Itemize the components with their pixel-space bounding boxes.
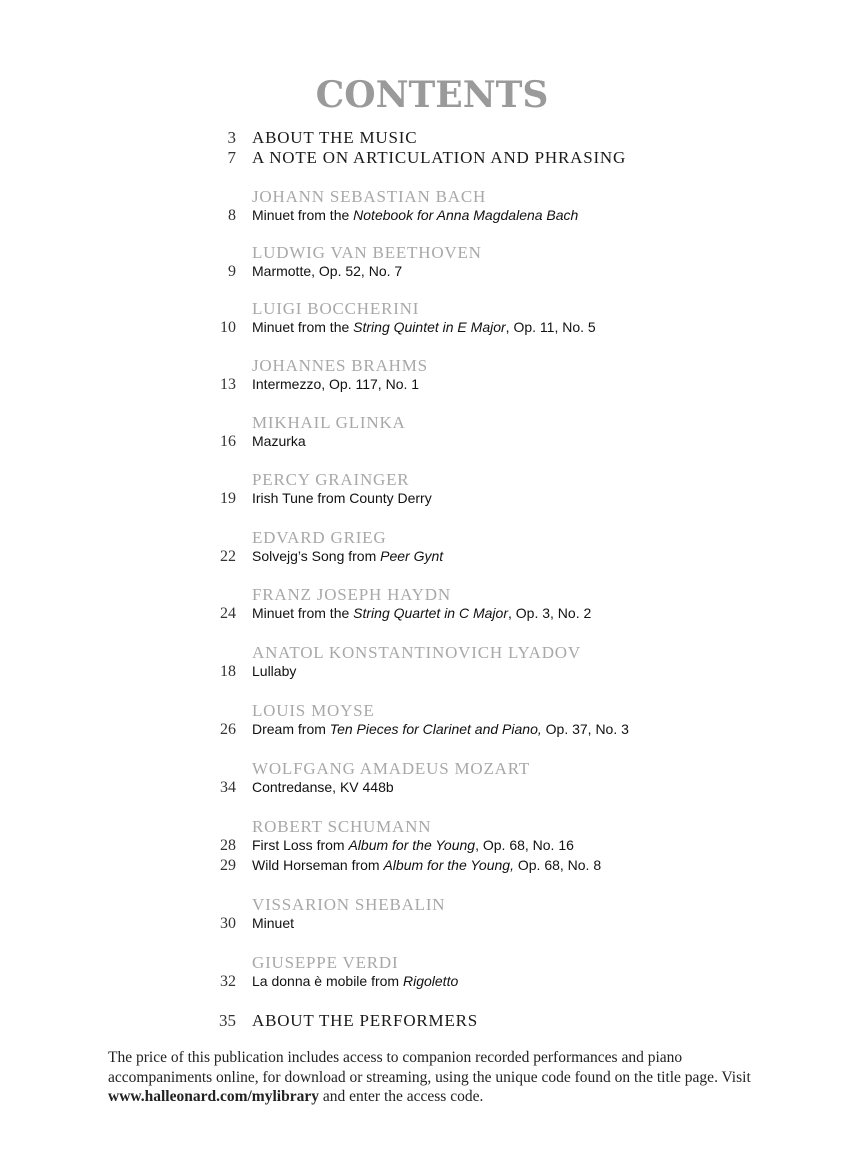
piece-title-italic: String Quintet in E Major: [353, 319, 506, 335]
piece-title[interactable]: [252, 319, 596, 335]
toc-row: [0, 915, 864, 937]
toc-row: [0, 376, 864, 398]
toc-row: [0, 837, 864, 859]
toc-row: [0, 585, 864, 607]
piece-title-italic: Peer Gynt: [380, 548, 444, 564]
toc-row: [0, 759, 864, 781]
composer-name: GIUSEPPE VERDI: [252, 953, 399, 972]
piece-title[interactable]: [252, 721, 629, 737]
toc-row: [0, 548, 864, 570]
toc-row: [0, 895, 864, 917]
page-number: 19: [220, 490, 236, 507]
piece-title-text: Op. 37, No. 3: [541, 721, 629, 737]
composer-name: JOHANN SEBASTIAN BACH: [252, 187, 487, 206]
piece-title[interactable]: [252, 973, 458, 989]
piece-title[interactable]: [252, 857, 601, 873]
page-number: 16: [220, 433, 236, 450]
piece-title-text: Minuet from the: [252, 319, 354, 335]
piece-title-italic: Ten Pieces for Clarinet and Piano,: [329, 721, 542, 737]
page-number: 9: [228, 263, 236, 280]
toc-row: [0, 663, 864, 685]
page-number: 29: [220, 857, 236, 874]
page-number: 35: [219, 1011, 236, 1030]
piece-title-text: Op. 68, No. 8: [513, 857, 602, 873]
piece-title[interactable]: [252, 207, 578, 223]
piece-title-italic: Album for the Young,: [383, 857, 514, 873]
composer-name: PERCY GRAINGER: [252, 470, 410, 489]
piece-title[interactable]: [252, 263, 402, 279]
piece-title-text: , Op. 68, No. 16: [475, 837, 574, 853]
page-number: 22: [220, 548, 236, 565]
toc-row: [0, 470, 864, 492]
piece-title-text: , Op. 3, No. 2: [508, 605, 592, 621]
toc-row: [0, 319, 864, 341]
section-title[interactable]: ABOUT THE MUSIC: [252, 128, 418, 147]
page-number: 3: [227, 128, 236, 147]
toc-row: [0, 243, 864, 265]
page-number: 34: [220, 779, 236, 796]
toc-row: [0, 643, 864, 665]
toc-row: [0, 1011, 864, 1033]
piece-title-italic: Notebook for Anna Magdalena Bach: [353, 207, 579, 223]
piece-title-text: Intermezzo, Op. 117, No. 1: [252, 376, 420, 392]
toc-row: [0, 701, 864, 723]
piece-title[interactable]: [252, 433, 306, 449]
composer-name: WOLFGANG AMADEUS MOZART: [252, 759, 531, 778]
composer-name: ANATOL KONSTANTINOVICH LYADOV: [252, 643, 581, 662]
piece-title-italic: Rigoletto: [402, 973, 459, 989]
piece-title-text: , Op. 11, No. 5: [505, 319, 596, 335]
composer-name: JOHANNES BRAHMS: [252, 356, 428, 375]
toc-row: [0, 857, 864, 879]
composer-name: LOUIS MOYSE: [252, 701, 375, 720]
toc-row: [0, 356, 864, 378]
footer-note: [108, 1048, 788, 1107]
composer-name: LUIGI BOCCHERINI: [252, 299, 420, 318]
page-number: 8: [228, 207, 236, 224]
toc-row: [0, 413, 864, 435]
piece-title[interactable]: [252, 490, 432, 506]
piece-title[interactable]: [252, 605, 591, 621]
piece-title-text: Lullaby: [252, 663, 297, 679]
composer-name: VISSARION SHEBALIN: [252, 895, 446, 914]
piece-title-italic: String Quartet in C Major: [353, 605, 508, 621]
piece-title-italic: Album for the Young: [348, 837, 476, 853]
piece-title-text: Minuet from the: [252, 207, 354, 223]
composer-name: LUDWIG VAN BEETHOVEN: [252, 243, 482, 262]
piece-title-text: Mazurka: [252, 433, 306, 449]
piece-title-text: Minuet: [252, 915, 295, 931]
composer-name: MIKHAIL GLINKA: [252, 413, 406, 432]
footer-text: The price of this publication includes access to companion recorded performances and piano accompaniments online, for download or streaming, using the unique code found on the title page. Visit: [108, 1049, 751, 1086]
toc-row: [0, 721, 864, 743]
piece-title-text: Dream from: [252, 721, 330, 737]
piece-title[interactable]: [252, 663, 296, 679]
piece-title-text: Wild Horseman from: [252, 857, 384, 873]
section-title[interactable]: A NOTE ON ARTICULATION AND PHRASING: [252, 148, 627, 167]
footer-text-end: and enter the access code.: [318, 1088, 484, 1105]
piece-title[interactable]: [252, 915, 294, 931]
toc-row: [0, 263, 864, 285]
piece-title[interactable]: [252, 548, 443, 564]
piece-title[interactable]: [252, 837, 574, 853]
piece-title[interactable]: [252, 376, 419, 392]
piece-title[interactable]: [252, 779, 394, 795]
page-number: 13: [220, 376, 236, 393]
piece-title-text: La donna è mobile from: [252, 973, 403, 989]
footer-link[interactable]: www.halleonard.com/mylibrary: [108, 1088, 319, 1105]
piece-title-text: Irish Tune from County Derry: [252, 490, 432, 506]
piece-title-text: Solvejg’s Song from: [252, 548, 381, 564]
composer-name: EDVARD GRIEG: [252, 528, 387, 547]
page-number: 28: [220, 837, 236, 854]
toc-row: [0, 973, 864, 995]
page-number: 30: [220, 915, 236, 932]
toc-row: [0, 187, 864, 209]
toc-row: [0, 433, 864, 455]
toc-row: [0, 953, 864, 975]
piece-title-text: Minuet from the: [252, 605, 354, 621]
page-number: 18: [220, 663, 236, 680]
toc-row: [0, 490, 864, 512]
page-number: 32: [220, 973, 236, 990]
page-number: 7: [227, 148, 236, 167]
section-title[interactable]: ABOUT THE PERFORMERS: [252, 1011, 479, 1030]
toc-row: [0, 148, 864, 170]
page-number: 10: [220, 319, 236, 336]
page-number: 26: [220, 721, 236, 738]
toc-row: [0, 817, 864, 839]
toc-row: [0, 779, 864, 801]
toc-row: [0, 299, 864, 321]
piece-title-text: Marmotte, Op. 52, No. 7: [252, 263, 403, 279]
piece-title-text: First Loss from: [252, 837, 349, 853]
toc-row: [0, 128, 864, 150]
piece-title-text: Contredanse, KV 448b: [252, 779, 394, 795]
composer-name: FRANZ JOSEPH HAYDN: [252, 585, 451, 604]
page-title: CONTENTS: [315, 74, 549, 116]
composer-name: ROBERT SCHUMANN: [252, 817, 432, 836]
toc-row: [0, 528, 864, 550]
toc-row: [0, 605, 864, 627]
toc-row: [0, 207, 864, 229]
page-number: 24: [220, 605, 236, 622]
